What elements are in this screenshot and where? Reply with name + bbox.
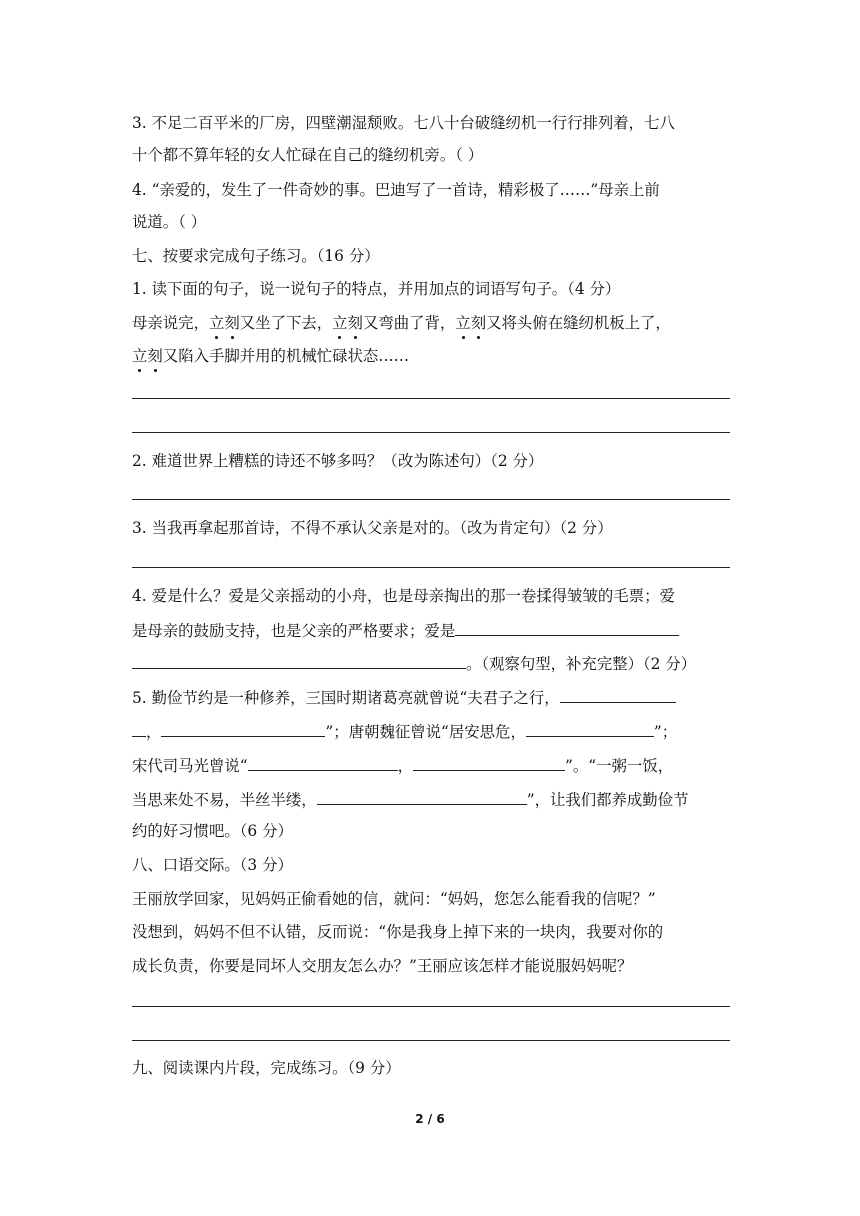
answer-line[interactable] [132, 1040, 730, 1041]
fill-blank[interactable] [132, 720, 146, 737]
q7-item5-line1 [132, 686, 736, 708]
page-number: 2 / 6 [415, 1112, 445, 1126]
dotted-char: 刻 [224, 314, 240, 332]
answer-line[interactable] [132, 432, 730, 433]
dotted-char: 刻 [470, 314, 487, 332]
section8-heading: 八、口语交际。（3 分） [132, 856, 293, 874]
fill-blank[interactable] [560, 686, 676, 703]
section7-heading: 七、按要求完成句子练习。（16 分） [132, 247, 380, 265]
q7-item5-line5: 约的好习惯吧。（6 分） [132, 822, 293, 840]
q6-item4-line1: 4. “亲爱的，发生了一件奇妙的事。巴迪写了一首诗，精彩极了……”母亲上前 [132, 181, 660, 199]
sentence-text: 母亲说完， [132, 314, 209, 332]
answer-line[interactable] [132, 398, 730, 399]
dotted-char: 立 [208, 314, 225, 332]
sentence-text: ”；唐朝魏征曾说“居安思危， [325, 723, 526, 741]
sentence-text: ， [146, 723, 162, 741]
sentence-text: ， [397, 757, 414, 775]
sentence-text: ”。“一粥一饭， [565, 757, 674, 775]
q7-item5-line2 [132, 720, 736, 742]
q7-item5-line4 [132, 788, 736, 810]
answer-line[interactable] [132, 499, 730, 500]
dotted-char: 刻 [347, 314, 363, 332]
fill-blank[interactable] [161, 720, 325, 737]
q7-item1-sentence-line1 [132, 313, 736, 333]
fill-blank[interactable] [455, 619, 679, 636]
sentence-text: 又陷入手脚并用的机械忙碌状态…… [162, 347, 410, 365]
dotted-char: 立 [455, 314, 471, 332]
dotted-char: 立 [332, 314, 348, 332]
fill-blank[interactable] [526, 720, 654, 737]
sentence-text: 。（观察句型，补充完整）（2 分） [466, 655, 697, 673]
q8-line3: 成长负责，你要是同坏人交朋友怎么办？”王丽应该怎样才能说服妈妈呢？ [132, 957, 633, 975]
q7-item1-sentence-line2 [132, 346, 736, 366]
q7-item3: 3. 当我再拿起那首诗，不得不承认父亲是对的。（改为肯定句）（2 分） [132, 519, 613, 537]
dotted-char: 立 [132, 347, 148, 365]
sentence-text: ”； [653, 723, 678, 741]
q7-item2: 2. 难道世界上糟糕的诗还不够多吗？（改为陈述句）（2 分） [132, 452, 544, 470]
q6-item3-line1: 3. 不足二百平米的厂房，四壁潮湿颓败。七八十台破缝纫机一行行排列着，七八 [132, 114, 675, 132]
sentence-text: 又弯曲了背， [362, 314, 456, 332]
sentence-text: 当思来处不易，半丝半缕， [132, 791, 317, 809]
q7-item4-line2 [132, 619, 736, 641]
answer-line[interactable] [132, 1006, 730, 1007]
q7-item4-line3 [132, 652, 736, 674]
sentence-text: 宋代司马光曾说“ [132, 757, 248, 775]
section9-heading: 九、阅读课内片段，完成练习。（9 分） [132, 1059, 401, 1077]
fill-blank[interactable] [413, 754, 565, 771]
dotted-char: 刻 [147, 347, 163, 365]
sentence-text: 又将头俯在缝纫机板上了， [486, 314, 671, 332]
q7-item1-prompt: 1. 读下面的句子，说一说句子的特点，并用加点的词语写句子。（4 分） [132, 280, 621, 298]
sentence-text: ”，让我们都养成勤俭节 [526, 791, 689, 809]
q6-item3-line2: 十个都不算年轻的女人忙碌在自己的缝纫机旁。（ ） [132, 146, 484, 164]
fill-blank[interactable] [317, 788, 527, 805]
sentence-text: 是母亲的鼓励支持，也是父亲的严格要求；爱是 [132, 622, 456, 640]
fill-blank[interactable] [132, 652, 466, 669]
q7-item4-line1: 4. 爱是什么？爱是父亲摇动的小舟，也是母亲掏出的那一卷揉得皱皱的毛票；爱 [132, 587, 675, 605]
sentence-text: 5. 勤俭节约是一种修养，三国时期诸葛亮就曾说“夫君子之行， [132, 689, 560, 707]
sentence-text: 又坐了下去， [239, 314, 333, 332]
q7-item5-line3 [132, 754, 736, 776]
answer-line[interactable] [132, 567, 730, 568]
fill-blank[interactable] [248, 754, 398, 771]
q8-line2: 没想到，妈妈不但不认错，反而说：“你是我身上掉下来的一块肉，我要对你的 [132, 923, 664, 941]
q8-line1: 王丽放学回家，见妈妈正偷看她的信，就问：“妈妈，您怎么能看我的信呢？” [132, 890, 656, 908]
q6-item4-line2: 说道。（ ） [132, 213, 207, 231]
